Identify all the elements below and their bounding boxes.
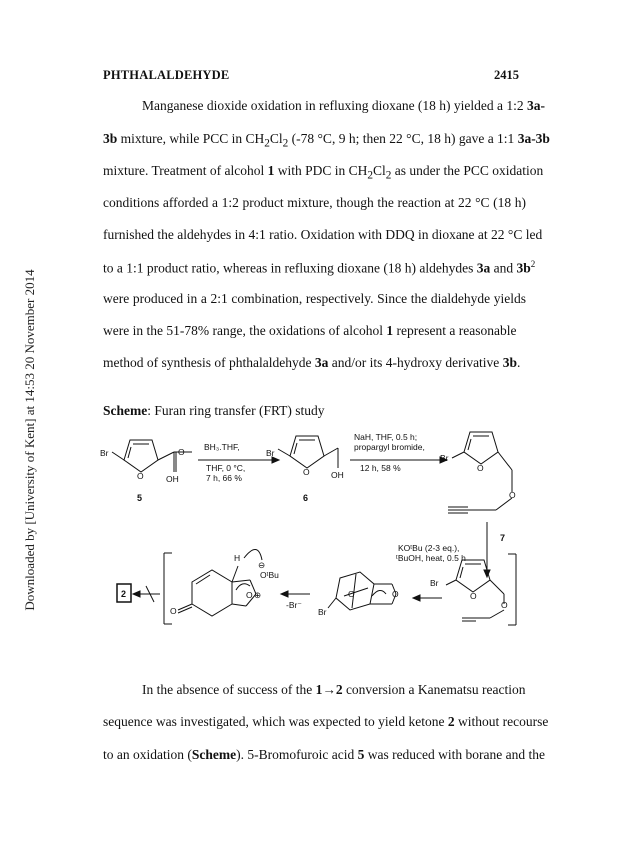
- cycloadduct-structure: [328, 572, 396, 610]
- atom-label-o: O: [137, 471, 144, 481]
- oxonium-intermediate-structure: [164, 549, 262, 624]
- reaction-arrow-head: [413, 595, 420, 601]
- atom-label-oh: OH: [166, 474, 179, 484]
- reagent-text: KOᵗBu (2-3 eq.),: [398, 543, 460, 553]
- charge-minus: ⊖: [258, 560, 266, 570]
- compound-label: 5: [137, 493, 143, 503]
- conditions-text: 12 h, 58 %: [360, 463, 401, 473]
- atom-label-br: Br: [430, 578, 439, 588]
- atom-label-oh: OH: [331, 470, 344, 480]
- paragraph-line: were in the 51-78% range, the oxidations of alcohol 1 represent a reasonable: [103, 323, 517, 338]
- paragraph-line: to an oxidation (Scheme). 5-Bromofuroic acid 5 was reduced with borane and the: [103, 747, 546, 762]
- reaction-arrow-head: [281, 591, 288, 597]
- compound-label: 7: [500, 533, 506, 543]
- reagent-text: ᵗBuOH, heat, 0.5 h: [396, 553, 466, 563]
- scheme-caption: Scheme: Furan ring transfer (FRT) study: [103, 403, 325, 418]
- paragraph-line: furnished the aldehydes in 4:1 ratio. Oxidation with DDQ in dioxane at 22 °C led: [103, 227, 543, 242]
- failed-arrow: [133, 586, 160, 602]
- paragraph-line: method of synthesis of phthalaldehyde 3a and/or its 4-hydroxy derivative 3b.: [103, 355, 521, 370]
- charge-plus: ⊕: [254, 590, 262, 600]
- atom-label-o: O: [303, 467, 310, 477]
- compound-label: 2: [121, 589, 127, 599]
- atom-label-o: O: [470, 591, 477, 601]
- atom-label-br: Br: [266, 448, 275, 458]
- atom-label-br: Br: [100, 448, 109, 458]
- page-number: 2415: [494, 68, 519, 82]
- reagent-text: NaH, THF, 0.5 h;: [354, 432, 418, 442]
- atom-label-otbu: OᵗBu: [260, 570, 279, 580]
- paragraph-line: Manganese dioxide oxidation in refluxing dioxane (18 h) yielded a 1:2 3a-: [142, 98, 546, 113]
- atom-label-o: O: [178, 447, 185, 457]
- allene-intermediate-structure: [446, 554, 516, 625]
- paragraph-line: to a 1:1 product ratio, whereas in refluxing dioxane (18 h) aldehydes 3a and $3b^2$: [103, 259, 536, 276]
- atom-label-o: O: [509, 490, 516, 500]
- compound-label: 6: [303, 493, 309, 503]
- conditions-text: THF, 0 °C,: [206, 463, 246, 473]
- paragraph-line: In the absence of success of the 1→2 conversion a Kanematsu reaction: [142, 682, 526, 697]
- conditions-text: 7 h, 66 %: [206, 473, 242, 483]
- paragraph-line: mixture. Treatment of alcohol 1 with PDC in $CH_2Cl_2$ as under the PCC oxidation: [103, 163, 544, 182]
- atom-label-o: O: [170, 606, 177, 616]
- paragraph-line: were produced in a 2:1 combination, respectively. Since the dialdehyde yields: [103, 291, 526, 306]
- atom-label-o: O: [246, 590, 253, 600]
- paragraph-line: conditions afforded a 1:2 product mixture, though the reaction at 22 °C (18 h): [103, 195, 526, 210]
- compound-6-structure: [278, 436, 338, 468]
- atom-label-o: O: [501, 600, 508, 610]
- atom-label-br: Br: [440, 453, 449, 463]
- download-watermark: Downloaded by [University of Kent] at 14:53 20 November 2014: [22, 269, 37, 611]
- running-title: PHTHALALDEHYDE: [103, 68, 230, 82]
- atom-label-br: Br: [318, 607, 327, 617]
- reagent-text: BH₃.THF,: [204, 442, 240, 452]
- atom-label-h: H: [234, 553, 241, 563]
- atom-label-o: O: [477, 463, 484, 473]
- minus-br-label: -Br⁻: [286, 600, 302, 610]
- paragraph-line: sequence was investigated, which was expected to yield ketone 2 without recourse: [103, 714, 549, 729]
- paragraph-line: 3b mixture, while PCC in $CH_2Cl_2$ (-78 °C, 9 h; then 22 °C, 18 h) gave a 1:1 3a-3b: [103, 131, 550, 150]
- reagent-text: propargyl bromide,: [354, 442, 425, 452]
- atom-label-o: O: [392, 589, 399, 599]
- atom-label-o: O: [348, 589, 355, 599]
